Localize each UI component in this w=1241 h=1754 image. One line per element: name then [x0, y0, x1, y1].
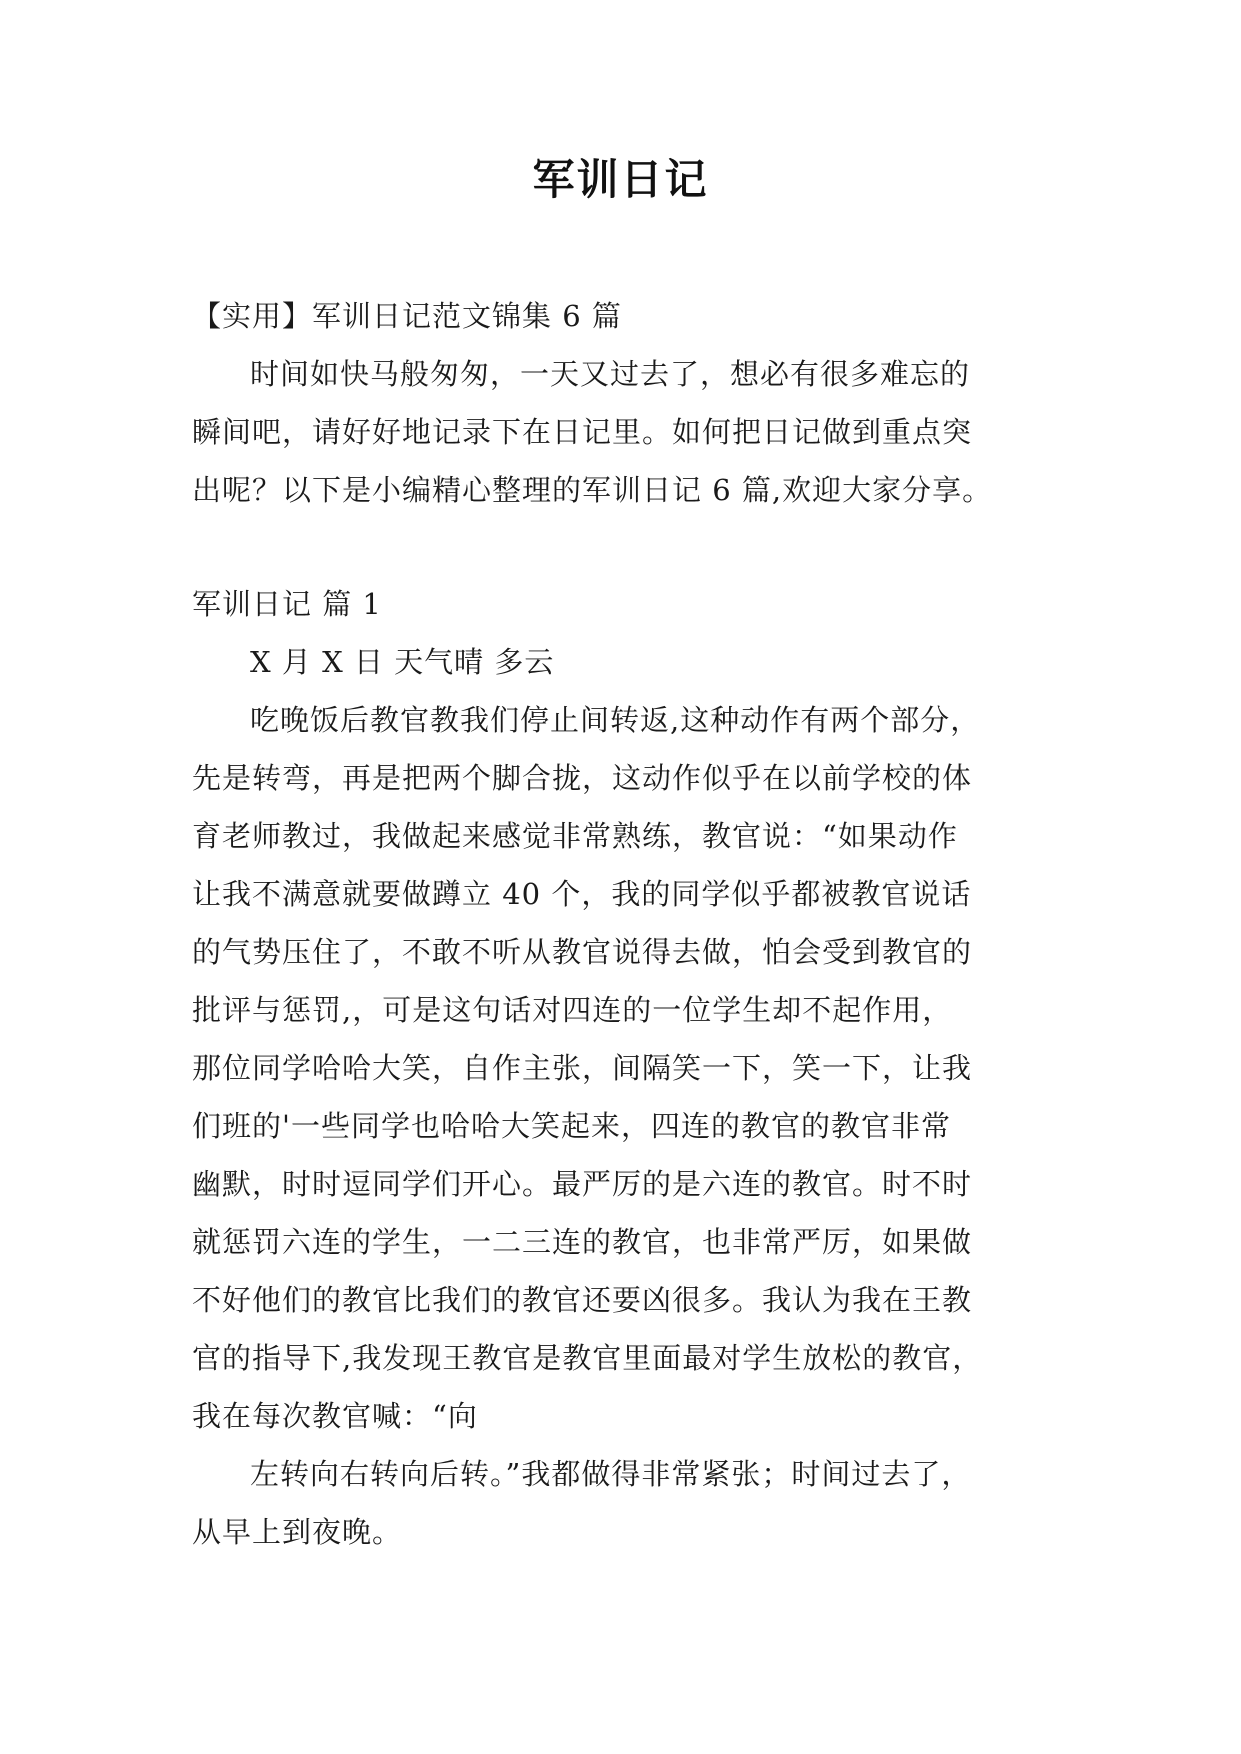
- paragraph-line: 从早上到夜晚。: [192, 1515, 403, 1549]
- paragraph-line: 官的指导下,我发现王教官是教官里面最对学生放松的教官，: [192, 1341, 983, 1375]
- diary-paragraph-1: [192, 691, 1050, 1445]
- paragraph-line: 那位同学哈哈大笑，自作主张，间隔笑一下，笑一下，让我: [192, 1051, 973, 1085]
- paragraph-line: 的气势压住了，不敢不听从教官说得去做，怕会受到教官的: [192, 935, 973, 969]
- diary-section: [192, 575, 1050, 1561]
- document-title: 军训日记: [532, 155, 709, 204]
- document-subtitle: [192, 287, 1050, 345]
- paragraph-line: 不好他们的教官比我们的教官还要凶很多。我认为我在王教: [192, 1283, 973, 1317]
- paragraph-line: 让我不满意就要做蹲立 40 个，我的同学似乎都被教官说话: [192, 877, 972, 911]
- section-heading: 军训日记 篇 1: [192, 587, 382, 621]
- paragraph-line: 批评与惩罚,，可是这句话对四连的一位学生却不起作用，: [192, 993, 953, 1027]
- intro-paragraph: [192, 345, 1050, 519]
- date-weather-line: X 月 X 日 天气晴 多云: [250, 645, 555, 679]
- subtitle-line: 【实用】军训日记范文锦集 6 篇: [192, 299, 622, 333]
- paragraph-line: 幽默，时时逗同学们开心。最严厉的是六连的教官。时不时: [192, 1167, 973, 1201]
- diary-paragraph-2: [192, 1445, 1050, 1561]
- paragraph-line: 们班的'一些同学也哈哈大笑起来，四连的教官的教官非常: [192, 1109, 951, 1143]
- paragraph-line: 我在每次教官喊：“向: [192, 1399, 478, 1433]
- paragraph-line: 吃晚饭后教官教我们停止间转返,这种动作有两个部分，: [250, 703, 981, 737]
- paragraph-line: 育老师教过，我做起来感觉非常熟练，教官说：“如果动作: [192, 819, 958, 853]
- intro-line: 时间如快马般匆匆，一天又过去了，想必有很多难忘的: [250, 357, 971, 391]
- intro-line: 出呢？以下是小编精心整理的军训日记 6 篇,欢迎大家分享。: [192, 473, 993, 507]
- intro-line: 瞬间吧，请好好地记录下在日记里。如何把日记做到重点突: [192, 415, 973, 449]
- paragraph-line: 就惩罚六连的学生，一二三连的教官，也非常严厉，如果做: [192, 1225, 973, 1259]
- paragraph-line: 先是转弯，再是把两个脚合拢，这动作似乎在以前学校的体: [192, 761, 973, 795]
- intro-text: [192, 345, 1050, 519]
- paragraph-line: 左转向右转向后转。”我都做得非常紧张；时间过去了，: [250, 1457, 972, 1491]
